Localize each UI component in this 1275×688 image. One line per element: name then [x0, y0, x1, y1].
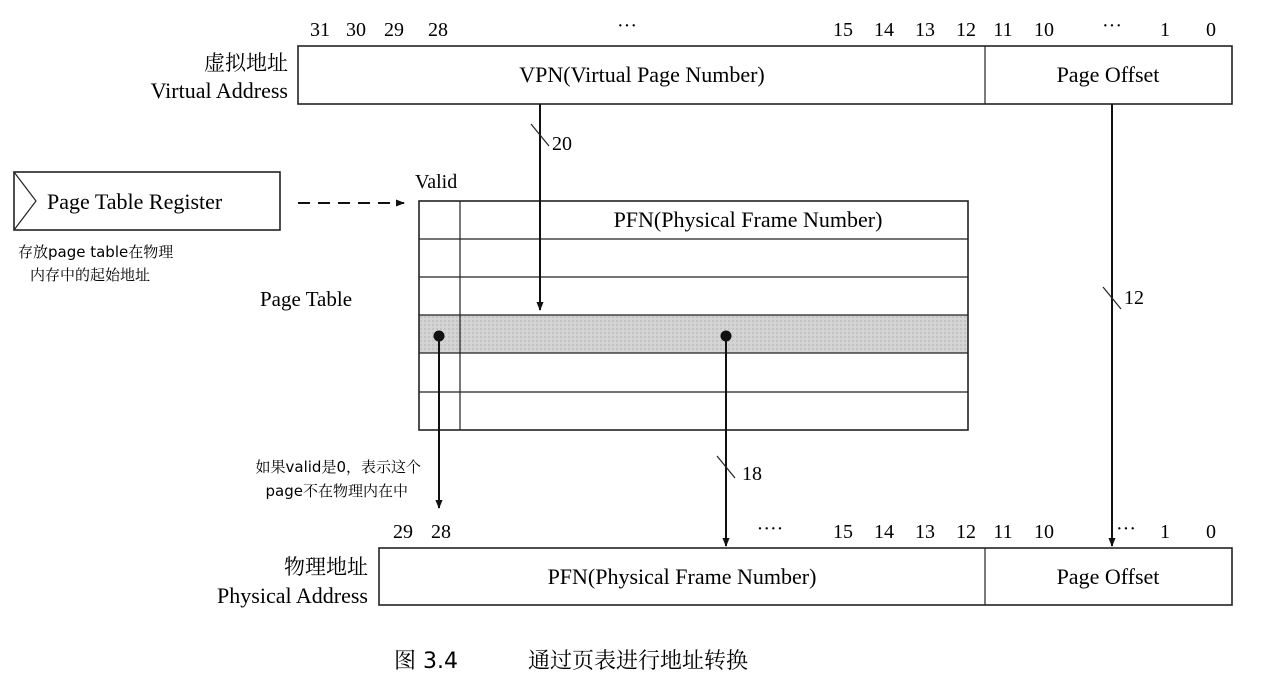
- vbit-30: 30: [346, 19, 366, 41]
- virtual-offset-field-label: Page Offset: [1056, 62, 1160, 87]
- physical-offset-field-label: Page Offset: [1056, 564, 1160, 589]
- invalid-page-note: [256, 458, 421, 500]
- pbit-0: 0: [1206, 521, 1216, 543]
- vbit-ellipsis-right: ···: [1102, 15, 1122, 37]
- vbit-12: 12: [956, 19, 976, 41]
- pbit-12: 12: [956, 521, 976, 543]
- pbit-14: 14: [874, 521, 894, 543]
- pbit-1: 1: [1160, 521, 1170, 543]
- vbit-31: 31: [310, 19, 330, 41]
- invalid-note-line1: 如果valid是0，表示这个: [255, 458, 421, 476]
- physical-address: [217, 518, 1232, 608]
- physical-address-label-cn: 物理地址: [284, 555, 368, 579]
- page-table-row-lines: [419, 239, 968, 392]
- vpn-bit-count: 20: [552, 133, 572, 155]
- vbit-11: 11: [993, 19, 1013, 41]
- vbit-10: 10: [1034, 19, 1054, 41]
- virtual-address-label-en: Virtual Address: [150, 78, 288, 103]
- figure-number: 图 3.4: [394, 649, 458, 674]
- vbit-29: 29: [384, 19, 404, 41]
- pfn-bit-count: 18: [742, 463, 762, 485]
- physical-bit-numbers: [393, 518, 1216, 543]
- register-note-line1: 存放page table在物理: [18, 243, 174, 261]
- pbit-13: 13: [915, 521, 935, 543]
- page-table-register: [14, 172, 404, 284]
- pbit-10: 10: [1034, 521, 1054, 543]
- vbit-13: 13: [915, 19, 935, 41]
- selected-page-table-entry: [419, 315, 968, 353]
- pbit-28: 28: [431, 521, 451, 543]
- vbit-1: 1: [1160, 19, 1170, 41]
- vbit-28: 28: [428, 19, 448, 41]
- valid-column-label: Valid: [415, 171, 458, 193]
- page-table-register-label: Page Table Register: [47, 189, 223, 214]
- physical-pfn-field-label: PFN(Physical Frame Number): [547, 564, 817, 589]
- pbit-29: 29: [393, 521, 413, 543]
- invalid-note-line2: page不在物理内在中: [265, 482, 408, 500]
- virtual-address-label-cn: 虚拟地址: [204, 51, 288, 75]
- pbit-ellipsis-right: ···: [1116, 518, 1136, 540]
- register-note-line2: 内存中的起始地址: [30, 266, 151, 284]
- page-table: [260, 171, 968, 430]
- page-table-pfn-header: PFN(Physical Frame Number): [613, 207, 883, 232]
- vbit-14: 14: [874, 19, 894, 41]
- figure-caption-text: 通过页表进行地址转换: [528, 649, 749, 674]
- pbit-11: 11: [993, 521, 1013, 543]
- vbit-ellipsis-mid: ···: [617, 15, 637, 37]
- physical-address-label-en: Physical Address: [217, 583, 368, 608]
- vbit-15: 15: [833, 19, 853, 41]
- pbit-15: 15: [833, 521, 853, 543]
- vbit-0: 0: [1206, 19, 1216, 41]
- vpn-field-label: VPN(Virtual Page Number): [519, 62, 765, 87]
- virtual-address: [151, 15, 1232, 104]
- figure-caption: [394, 649, 748, 674]
- offset-bit-count: 12: [1124, 287, 1144, 309]
- virtual-bit-numbers: [310, 15, 1216, 41]
- pbit-ellipsis-mid: ····: [756, 518, 784, 540]
- page-table-title: Page Table: [260, 287, 353, 311]
